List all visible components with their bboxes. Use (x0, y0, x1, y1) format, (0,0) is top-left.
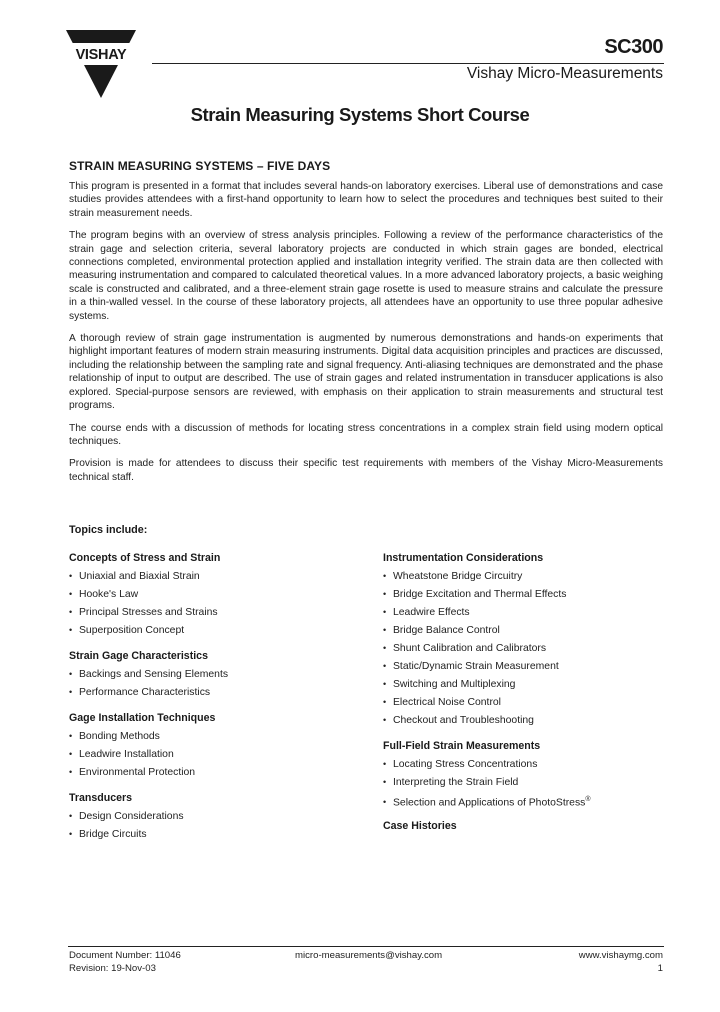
topic-group (383, 819, 663, 837)
topic-group (69, 649, 349, 703)
topic-group-title: Gage Installation Techniques (69, 712, 216, 724)
logo-triangle-icon (66, 30, 136, 98)
topic-item-label: Design Considerations (79, 811, 184, 822)
bullet-icon: • (69, 749, 73, 759)
bullet-icon: • (69, 687, 73, 697)
website-link[interactable]: www.vishaymg.com (578, 950, 663, 961)
topic-item-label: Switching and Multiplexing (393, 679, 516, 690)
topic-group (69, 551, 349, 641)
bullet-icon: • (383, 589, 387, 599)
topic-item-label: Uniaxial and Biaxial Strain (79, 571, 200, 582)
bullet-icon: • (383, 797, 387, 808)
topic-item (69, 623, 349, 641)
header-rule (152, 63, 664, 64)
footer-document-info (69, 950, 181, 975)
document-number: Document Number: 11046 (69, 950, 181, 961)
topic-item (383, 793, 663, 811)
topics-right-column (383, 551, 663, 845)
bullet-icon: • (69, 625, 73, 635)
topic-item-label: Checkout and Troubleshooting (393, 715, 534, 726)
bullet-icon: • (69, 829, 73, 839)
bullet-icon: • (383, 777, 387, 787)
page-number: 1 (657, 962, 663, 974)
topic-item (69, 729, 349, 747)
topic-item (383, 677, 663, 695)
paragraph: A thorough review of strain gage instrumentation is augmented by numerous demonstrations and hands-on experiments that highlight important features of modern strain measuring instruments. Digital data acquisition principles and practices are discussed, including the relationship between the sampling rate and signal frequency. Anti-aliasing techniques are demonstrated and the phase relationship of input to output are described. The use of strain gages and related instrumentation in transducer applications is also explored. Special-purpose sensors are reviewed, with emphasis on their application to strain measurements and structural test programs. (69, 333, 663, 412)
vishay-logo (66, 30, 136, 98)
topic-item (69, 827, 349, 845)
topic-item-label: Locating Stress Concentrations (393, 759, 538, 770)
topic-item-label: Leadwire Effects (393, 607, 470, 618)
topic-item (383, 569, 663, 587)
topic-item-label: Bridge Circuits (79, 829, 147, 840)
topic-item (69, 747, 349, 765)
topic-item (383, 623, 663, 641)
topic-list (69, 667, 349, 703)
bullet-icon: • (69, 811, 73, 821)
topic-list (69, 569, 349, 641)
bullet-icon: • (383, 679, 387, 689)
bullet-icon: • (69, 767, 73, 777)
topic-item (69, 569, 349, 587)
topic-item (383, 695, 663, 713)
topic-group-title: Strain Gage Characteristics (69, 650, 208, 662)
topic-item-label: Selection and Applications of PhotoStress (393, 797, 586, 809)
topic-item-label: Hooke's Law (79, 589, 139, 600)
footer-rule (68, 946, 664, 947)
topic-item (383, 605, 663, 623)
topic-item (383, 757, 663, 775)
topic-item-label: Principal Stresses and Strains (79, 607, 218, 618)
footer-email[interactable]: micro-measurements@vishay.com (295, 950, 443, 961)
topic-item (69, 809, 349, 827)
intro-paragraphs (69, 180, 663, 493)
bullet-icon: • (69, 731, 73, 741)
bullet-icon: • (383, 571, 387, 581)
paragraph: The course ends with a discussion of methods for locating stress concentrations in a complex strain field using modern optical techniques. (69, 422, 663, 447)
company-name: Vishay Micro-Measurements (466, 65, 663, 82)
topic-list (69, 729, 349, 783)
topic-item (69, 605, 349, 623)
topic-item (383, 775, 663, 793)
topic-list (383, 569, 663, 731)
topic-item (383, 659, 663, 677)
topics-left-column (69, 551, 349, 853)
topic-group (69, 711, 349, 783)
page-title: Strain Measuring Systems Short Course (190, 104, 530, 125)
topic-item-label: Electrical Noise Control (393, 697, 501, 708)
paragraph: The program begins with an overview of stress analysis principles. Following a review of the performance characteristics of the strain gage and selection criteria, several laboratory projects are conducted in which strain gages are bonded, electrical connections completed, environmental protection applied and installation integrity verified. The strain data are then collected with measuring instrumentation and compared to calculated theoretical values. In a more advanced laboratory projects, a basic weighing scale is constructed and calibrated, and a three-element strain gage rosette is used to measure strains and calculate the pressure in a thin-walled vessel. In the course of these laboratory projects, all attendees have an opportunity to use three popular adhesive systems. (69, 230, 663, 322)
bullet-icon: • (383, 715, 387, 725)
topic-group (383, 739, 663, 811)
topic-group-title: Instrumentation Considerations (383, 552, 544, 564)
topic-item-label: Shunt Calibration and Calibrators (393, 643, 547, 654)
topic-item-label: Static/Dynamic Strain Measurement (393, 661, 559, 672)
topic-item (69, 587, 349, 605)
topic-item-label: Leadwire Installation (79, 749, 174, 760)
topic-group-title: Full-Field Strain Measurements (383, 740, 541, 752)
bullet-icon: • (383, 643, 387, 653)
topic-group (383, 551, 663, 731)
topic-list (383, 757, 663, 811)
registered-mark: ® (585, 796, 591, 803)
bullet-icon: • (69, 669, 73, 679)
bullet-icon: • (69, 571, 73, 581)
topic-item (69, 685, 349, 703)
topic-item-label: Bridge Balance Control (393, 625, 500, 636)
bullet-icon: • (383, 625, 387, 635)
topic-item (383, 587, 663, 605)
bullet-icon: • (383, 607, 387, 617)
topic-item (383, 641, 663, 659)
topic-list (69, 809, 349, 845)
paragraph: Provision is made for attendees to discuss their specific test requirements with members of the Vishay Micro-Measurements technical staff. (69, 458, 663, 483)
topic-item-label: Backings and Sensing Elements (79, 669, 229, 680)
topic-item-label: Bonding Methods (79, 731, 160, 742)
topic-item-label: Environmental Protection (79, 767, 196, 778)
topic-item-label: Interpreting the Strain Field (393, 777, 519, 788)
section-heading: STRAIN MEASURING SYSTEMS – FIVE DAYS (69, 159, 331, 173)
document-code: SC300 (604, 36, 663, 58)
paragraph: This program is presented in a format that includes several hands-on laboratory exercises. Liberal use of demonstrations and case studies provides attendees with a first-hand opportunity to learn how to select the procedures and techniques best suited to their strain measurement needs. (69, 181, 663, 219)
bullet-icon: • (383, 759, 387, 769)
logo-text: VISHAY (75, 47, 127, 63)
bullet-icon: • (383, 661, 387, 671)
topics-title: Topics include: (69, 524, 148, 536)
bullet-icon: • (383, 697, 387, 707)
topic-group-title: Transducers (69, 792, 133, 804)
topic-item-label: Wheatstone Bridge Circuitry (393, 571, 523, 582)
bullet-icon: • (69, 607, 73, 617)
topic-item-label: Performance Characteristics (79, 687, 211, 698)
topic-item-label: Bridge Excitation and Thermal Effects (393, 589, 567, 600)
topic-item (69, 667, 349, 685)
footer-right (579, 950, 663, 975)
topic-group-title: Case Histories (383, 820, 457, 832)
topic-item-label: Superposition Concept (79, 625, 185, 636)
topic-item (383, 713, 663, 731)
revision: Revision: 19-Nov-03 (69, 962, 156, 974)
bullet-icon: • (69, 589, 73, 599)
topic-group-title: Concepts of Stress and Strain (69, 552, 221, 564)
topic-item (69, 765, 349, 783)
topic-group (69, 791, 349, 845)
